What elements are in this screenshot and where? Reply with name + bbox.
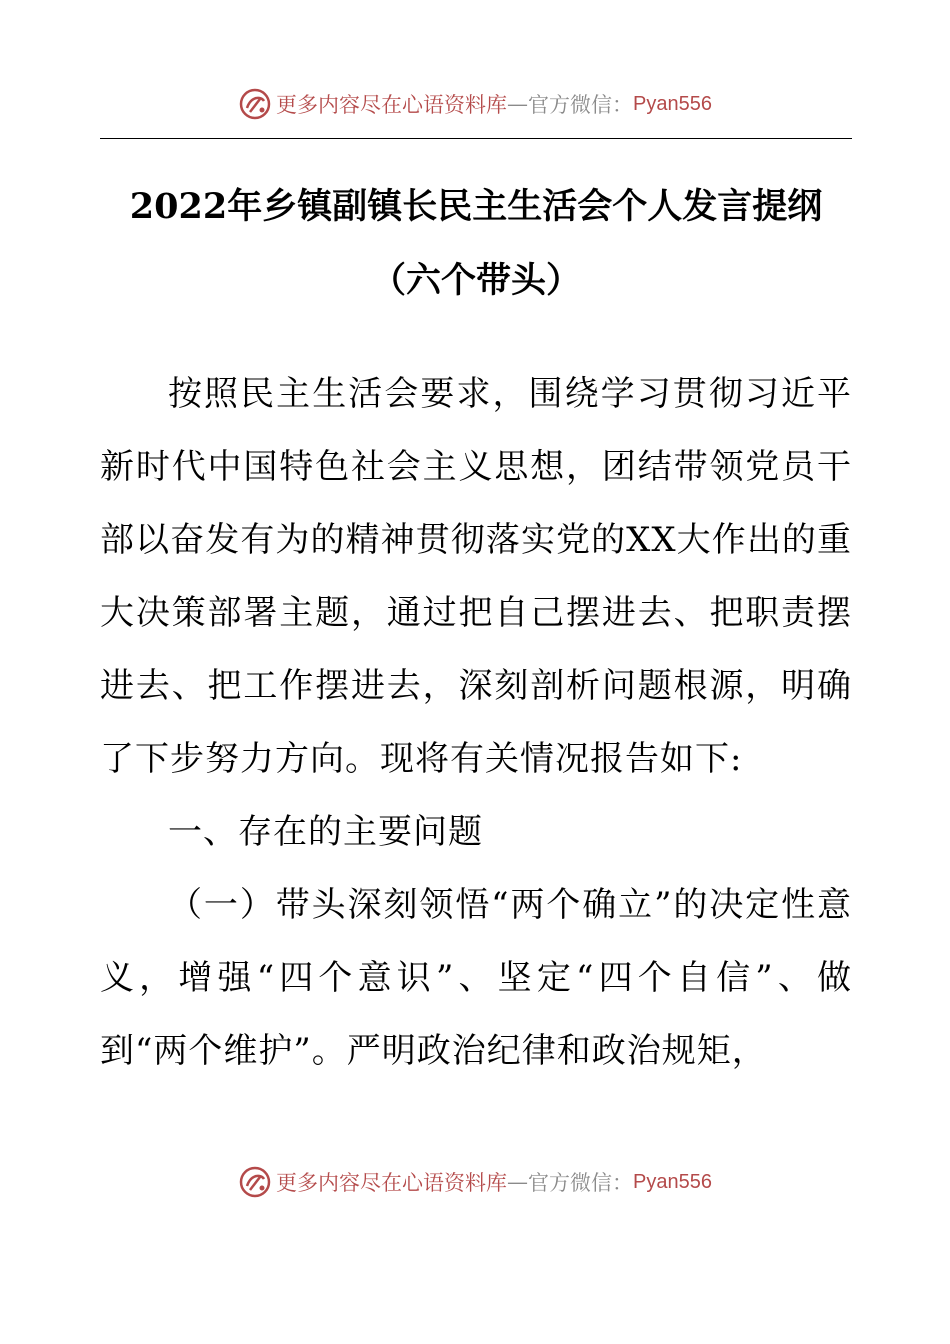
wechat-handle: Pyan556: [633, 1170, 712, 1193]
document-title: 2022年乡镇副镇长民主生活会个人发言提纲（六个带头）: [129, 186, 823, 301]
section-heading: 一、存在的主要问题: [168, 812, 483, 852]
brand-dash: —: [507, 92, 529, 116]
wechat-label: 官方微信：: [528, 1171, 634, 1195]
brand-dash: —: [507, 1170, 529, 1194]
brand-text: 更多内容尽在心语资料库: [276, 1171, 508, 1195]
header-watermark: [0, 84, 950, 124]
wechat-handle: Pyan556: [633, 92, 712, 115]
paragraph: 按照民主生活会要求，围绕学习贯彻习近平新时代中国特色社会主义思想，团结带领党员干部以奋发有为的精神贯彻落实党的XX大作出的重大决策部署主题，通过把自己摆进去、把职责摆进去、把工作摆进去，深刻剖析问题根源，明确了下步努力方向。现将有关情况报告如下:: [100, 374, 852, 779]
header-divider: [100, 138, 852, 139]
footer-watermark: [0, 1162, 950, 1202]
logo-icon: [238, 1165, 272, 1199]
wechat-label: 官方微信：: [528, 93, 634, 117]
logo-icon: [238, 87, 272, 121]
brand-text: 更多内容尽在心语资料库: [276, 93, 508, 117]
document-body: [100, 358, 852, 1088]
paragraph: （一）带头深刻领悟“两个确立”的决定性意义，增强“四个意识”、坚定“四个自信”、做到“两个维护”。严明政治纪律和政治规矩，: [100, 885, 852, 1071]
